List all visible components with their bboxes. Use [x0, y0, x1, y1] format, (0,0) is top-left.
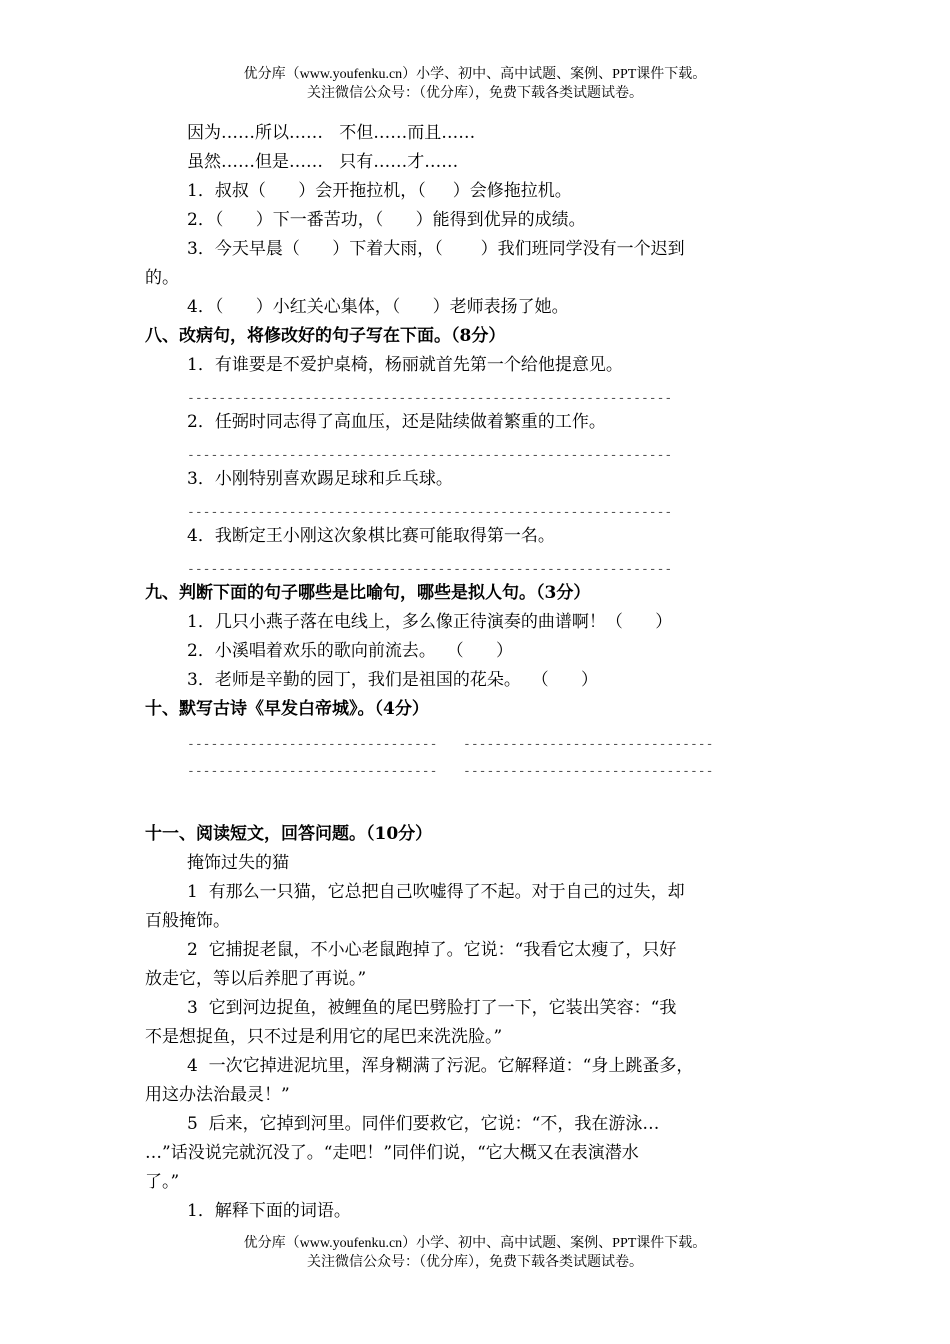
fill-question-4: 4．（ ）小红关心集体，（ ）老师表扬了她。 [187, 297, 569, 317]
answer-line: -------------------------------------------------------------- [187, 392, 673, 406]
poem-line: -------------------------------- [187, 738, 438, 752]
sick-sentence-4: 4．我断定王小刚这次象棋比赛可能取得第一名。 [187, 526, 555, 546]
poem-line: -------------------------------- [463, 738, 714, 752]
sick-sentence-2: 2．任弼时同志得了高血压，还是陆续做着繁重的工作。 [187, 412, 606, 432]
judge-question-2: 2．小溪唱着欢乐的歌向前流去。 （ ） [187, 641, 514, 661]
story-paragraph-5-cont: …”话没说完就沉没了。“走吧！”同伴们说，“它大概又在表演潜水 [145, 1143, 639, 1163]
fill-question-2: 2．（ ）下一番苦功，（ ）能得到优异的成绩。 [187, 210, 586, 230]
story-title: 掩饰过失的猫 [187, 853, 289, 873]
judge-question-3: 3．老师是辛勤的园丁，我们是祖国的花朵。 （ ） [187, 670, 599, 690]
answer-line: -------------------------------------------------------------- [187, 563, 673, 577]
story-paragraph-5-end: 了。” [145, 1172, 180, 1192]
story-paragraph-4-cont: 用这办法治最灵！” [145, 1085, 290, 1105]
header-line-2: 关注微信公众号：（优分库），免费下载各类试题试卷。 [307, 86, 643, 101]
fill-question-3: 3．今天早晨（ ）下着大雨，（ ）我们班同学没有一个迟到 [187, 239, 685, 259]
story-paragraph-1: 1 有那么一只猫，它总把自己吹嘘得了不起。对于自己的过失，却 [187, 882, 685, 902]
judge-question-1: 1．几只小燕子落在电线上，多么像正待演奏的曲谱啊！（ ） [187, 612, 673, 632]
sick-sentence-1: 1．有谁要是不爱护桌椅，杨丽就首先第一个给他提意见。 [187, 355, 623, 375]
answer-line: -------------------------------------------------------------- [187, 449, 673, 463]
fill-question-3-cont: 的。 [145, 268, 179, 288]
footer-line-2: 关注微信公众号：（优分库），免费下载各类试题试卷。 [307, 1255, 643, 1270]
poem-line: -------------------------------- [463, 765, 714, 779]
reading-question-1: 1．解释下面的词语。 [187, 1201, 351, 1221]
word-pairs-row-1: 因为……所以…… 不但……而且…… [187, 123, 476, 143]
section-8-title: 八、改病句，将修改好的句子写在下面。（8分） [145, 326, 506, 346]
story-paragraph-4: 4 一次它掉进泥坑里，浑身糊满了污泥。它解释道：“身上跳蚤多， [187, 1056, 694, 1076]
story-paragraph-3-cont: 不是想捉鱼，只不过是利用它的尾巴来洗洗脸。” [145, 1027, 503, 1047]
story-paragraph-2: 2 它捕捉老鼠，不小心老鼠跑掉了。它说：“我看它太瘦了，只好 [187, 940, 677, 960]
fill-question-1: 1．叔叔（ ）会开拖拉机，（ ）会修拖拉机。 [187, 181, 572, 201]
section-11-title: 十一、阅读短文，回答问题。（10分） [145, 824, 433, 844]
story-paragraph-2-cont: 放走它，等以后养肥了再说。” [145, 969, 367, 989]
poem-line: -------------------------------- [187, 765, 438, 779]
answer-line: -------------------------------------------------------------- [187, 506, 673, 520]
story-paragraph-1-cont: 百般掩饰。 [145, 911, 230, 931]
section-9-title: 九、判断下面的句子哪些是比喻句，哪些是拟人句。（3分） [145, 583, 591, 603]
header-line-1: 优分库（www.youfenku.cn）小学、初中、高中试题、案例、PPT课件下载。 [243, 67, 707, 82]
story-paragraph-5: 5 后来，它掉到河里。同伴们要救它，它说：“不，我在游泳… [187, 1114, 660, 1134]
footer-line-1: 优分库（www.youfenku.cn）小学、初中、高中试题、案例、PPT课件下载。 [243, 1236, 707, 1251]
section-10-title: 十、默写古诗《早发白帝城》。（4分） [145, 699, 429, 719]
word-pairs-row-2: 虽然……但是…… 只有……才…… [187, 152, 459, 172]
sick-sentence-3: 3．小刚特别喜欢踢足球和乒乓球。 [187, 469, 453, 489]
story-paragraph-3: 3 它到河边捉鱼，被鲤鱼的尾巴劈脸打了一下，它装出笑容：“我 [187, 998, 677, 1018]
